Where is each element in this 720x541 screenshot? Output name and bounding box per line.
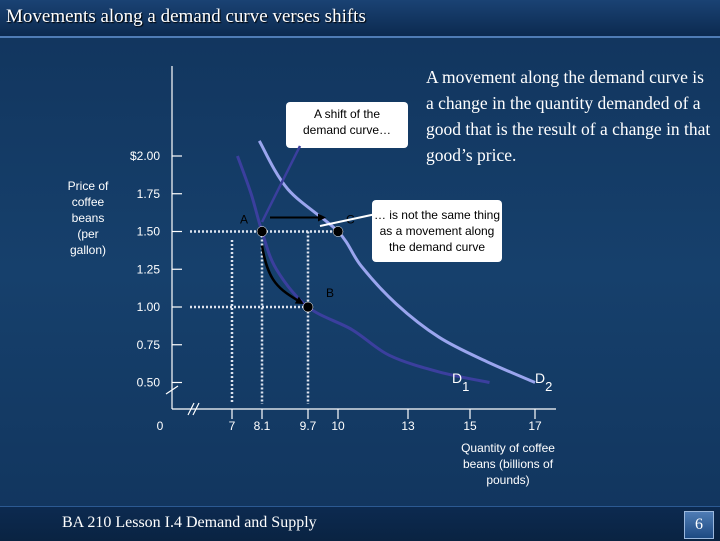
point-label-a: A (240, 212, 249, 227)
footer-bar (0, 506, 720, 541)
y-axis-label: Price of coffee beans (per gallon) (67, 179, 109, 257)
y-tick-label: $2.00 (129, 149, 160, 163)
callout-shift-text: A shift of the (313, 107, 381, 121)
y-tick-label: 1.00 (136, 300, 160, 314)
x-tick-label: 7 (228, 419, 236, 433)
callout-not-same-text: as a movement along (379, 224, 495, 238)
y-tick-label: 0.75 (136, 337, 160, 352)
x-tick-label: 9.7 (299, 419, 317, 433)
x-tick-label: 13 (401, 419, 415, 433)
y-tick-label: 1.50 (136, 224, 160, 239)
point-c (333, 227, 343, 237)
x-tick-label: 17 (528, 419, 542, 433)
callout-not-same-text: the demand curve (388, 240, 486, 254)
x-tick-label: 10 (331, 419, 345, 433)
y-tick-label: 1.25 (136, 262, 160, 277)
curve-label-d1: D1 (452, 370, 470, 394)
callout-not-same-text: … is not the same thing (373, 208, 501, 222)
x-axis-label: Quantity of coffee beans (billions of pounds) (461, 441, 555, 487)
page-number: 6 (684, 511, 714, 539)
footer-text: BA 210 Lesson I.4 Demand and Supply (62, 514, 317, 531)
x-tick-label: 0 (156, 419, 164, 433)
point-label-b: B (326, 286, 335, 300)
slide-title: Movements along a demand curve verses shifts (6, 6, 366, 27)
x-tick-label: 15 (463, 419, 477, 433)
curve-label-d2: D2 (535, 370, 553, 394)
point-a (257, 227, 267, 237)
callout-shift-text: demand curve… (302, 123, 392, 137)
x-tick-label: 8.1 (253, 419, 271, 433)
y-tick-label: 0.50 (136, 375, 160, 390)
y-tick-label: 1.75 (136, 186, 160, 201)
explanation-text: A movement along the demand curve is a change in the quantity demanded of a good that is the result of a change in that good’s price. (426, 67, 711, 165)
point-b (303, 302, 313, 312)
